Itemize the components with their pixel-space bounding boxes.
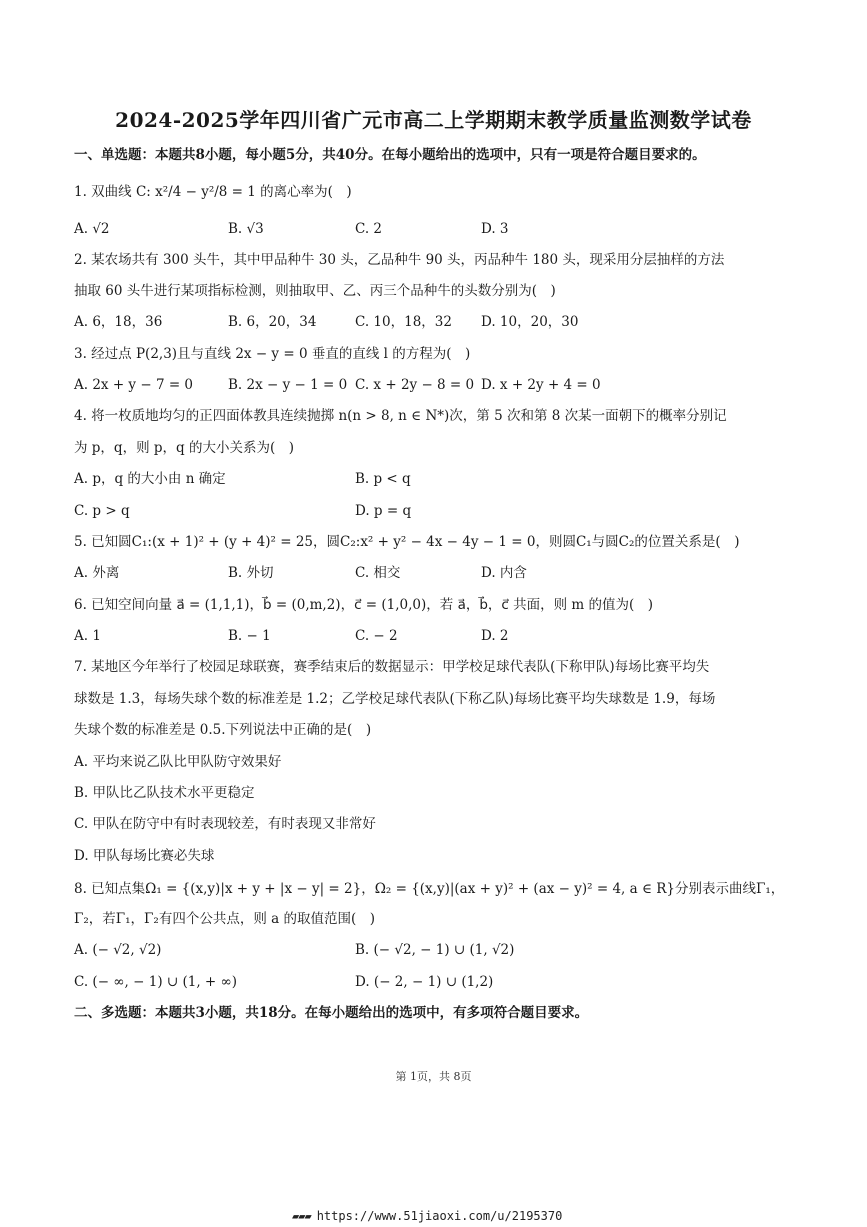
q2-option-b: B. 6，20，34 (228, 314, 317, 330)
q5-option-a: A. 外离 (74, 565, 120, 581)
q6-option-b: B. − 1 (228, 628, 271, 644)
watermark (292, 1209, 562, 1223)
q6-option-c: C. − 2 (355, 628, 398, 644)
question-7-stem-line-2: 球数是 1.3，每场失球个数的标准差是 1.2；乙学校足球代表队(下称乙队)每场比赛平均失球数是 1.9，每场 (74, 691, 716, 707)
q1-option-c: C. 2 (355, 221, 383, 237)
section-heading-multiple-choice: 二、多选题：本题共3小题，共18分。在每小题给出的选项中，有多项符合题目要求。 (74, 1005, 589, 1021)
q5-option-c: C. 相交 (355, 565, 401, 581)
q3-option-c: C. x + 2y − 8 = 0 (355, 377, 475, 393)
q7-option-d: D. 甲队每场比赛必失球 (74, 848, 215, 864)
question-4-stem-line-1: 4. 将一枚质地均匀的正四面体教具连续抛掷 n(n > 8, n ∈ N*)次，第 5 次和第 8 次某一面朝下的概率分别记 (74, 408, 727, 424)
q4-option-c: C. p > q (74, 503, 130, 519)
q1-option-a: A. √2 (74, 221, 110, 237)
question-6-stem: 6. 已知空间向量 a⃗ = (1,1,1)，b⃗ = (0,m,2)，c⃗ = (1,0,0)，若 a⃗，b⃗，c⃗ 共面，则 m 的值为( ) (74, 597, 654, 613)
question-7-stem-line-1: 7. 某地区今年举行了校园足球联赛，赛季结束后的数据显示：甲学校足球代表队(下称甲队)每场比赛平均失 (74, 659, 710, 675)
q4-option-b: B. p < q (355, 471, 411, 487)
q7-option-a: A. 平均来说乙队比甲队防守效果好 (74, 754, 282, 770)
q8-option-a: A. (− √2, √2) (74, 942, 162, 958)
q4-option-a: A. p，q 的大小由 n 确定 (74, 471, 226, 487)
q3-option-a: A. 2x + y − 7 = 0 (74, 377, 194, 393)
question-4-stem-line-2: 为 p，q，则 p，q 的大小关系为( ) (74, 440, 294, 456)
question-3-stem: 3. 经过点 P(2,3)且与直线 2x − y = 0 垂直的直线 l 的方程为( ) (74, 346, 471, 362)
q3-option-b: B. 2x − y − 1 = 0 (228, 377, 348, 393)
q8-option-c: C. (− ∞, − 1) ∪ (1, + ∞) (74, 974, 238, 990)
q1-option-b: B. √3 (228, 221, 264, 237)
question-7-stem-line-3: 失球个数的标准差是 0.5.下列说法中正确的是( ) (74, 722, 372, 738)
q3-option-d: D. x + 2y + 4 = 0 (481, 377, 601, 393)
q1-option-d: D. 3 (481, 221, 509, 237)
question-8-stem-line-1: 8. 已知点集Ω₁ = {(x,y)|x + y + |x − y| = 2}，Ω₂ = {(x,y)|(ax + y)² + (ax − y)² = 4, a ∈ R}分别表示曲线Γ₁， (74, 881, 785, 897)
q4-option-d: D. p = q (355, 503, 412, 519)
q7-option-b: B. 甲队比乙队技术水平更稳定 (74, 785, 255, 801)
page-footer: 第 1页，共 8页 (395, 1070, 472, 1083)
question-1-stem: 1. 双曲线 C: x²/4 − y²/8 = 1 的离心率为( ) (74, 184, 352, 200)
watermark-logo-icon: ▰▰▰ (292, 1209, 311, 1223)
question-5-stem: 5. 已知圆C₁:(x + 1)² + (y + 4)² = 25，圆C₂:x² + y² − 4x − 4y − 1 = 0，则圆C₁与圆C₂的位置关系是( ) (74, 534, 740, 550)
exam-title: 2024-2025学年四川省广元市高二上学期期末教学质量监测数学试卷 (115, 108, 752, 132)
q5-option-b: B. 外切 (228, 565, 274, 581)
q5-option-d: D. 内含 (481, 565, 527, 581)
q2-option-a: A. 6，18，36 (74, 314, 163, 330)
q8-option-b: B. (− √2, − 1) ∪ (1, √2) (355, 942, 515, 958)
q2-option-c: C. 10，18，32 (355, 314, 452, 330)
question-2-stem-line-1: 2. 某农场共有 300 头牛，其中甲品种牛 30 头，乙品种牛 90 头，丙品种牛 180 头，现采用分层抽样的方法 (74, 252, 725, 268)
watermark-url: https://www.51jiaoxi.com/u/2195370 (316, 1209, 563, 1223)
q2-option-d: D. 10，20，30 (481, 314, 579, 330)
question-2-stem-line-2: 抽取 60 头牛进行某项指标检测，则抽取甲、乙、丙三个品种牛的头数分别为( ) (74, 283, 556, 299)
section-heading-single-choice: 一、单选题：本题共8小题，每小题5分，共40分。在每小题给出的选项中，只有一项是符合题目要求的。 (74, 147, 706, 163)
q7-option-c: C. 甲队在防守中有时表现较差，有时表现又非常好 (74, 816, 376, 832)
q6-option-a: A. 1 (74, 628, 101, 644)
q8-option-d: D. (− 2, − 1) ∪ (1,2) (355, 974, 494, 990)
q6-option-d: D. 2 (481, 628, 509, 644)
question-8-stem-line-2: Γ₂，若Γ₁，Γ₂有四个公共点，则 a 的取值范围( ) (74, 911, 376, 927)
